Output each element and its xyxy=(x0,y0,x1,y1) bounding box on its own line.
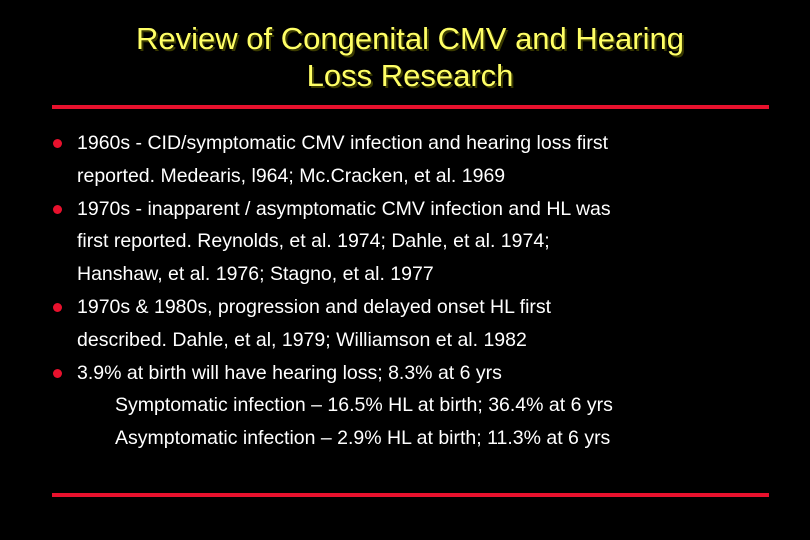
bullet-text-line: reported. Medearis, l964; Mc.Cracken, et al. 1969 xyxy=(77,164,506,187)
slide-title-line-2: Loss Research xyxy=(306,58,514,93)
bullet-subline-asymptomatic: Asymptomatic infection – 2.9% HL at birth; 11.3% at 6 yrs xyxy=(115,427,611,450)
bullet-text-line: 1960s - CID/symptomatic CMV infection and hearing loss first xyxy=(77,132,609,154)
bullet-dot-icon xyxy=(53,369,62,378)
bullet-dot-icon xyxy=(53,303,62,312)
bullet-text-line: 3.9% at birth will have hearing loss; 8.3% at 6 yrs xyxy=(77,361,502,384)
bullet-list xyxy=(50,127,790,455)
bullet-text-line: Hanshaw, et al. 1976; Stagno, et al. 1977 xyxy=(77,263,434,286)
bullet-item-1960s xyxy=(50,127,790,193)
bullet-item-1970s xyxy=(50,193,790,291)
slide-title xyxy=(40,20,780,94)
top-divider xyxy=(52,105,769,109)
bullet-dot-icon xyxy=(53,139,62,148)
bullet-text-line: 1970s & 1980s, progression and delayed onset HL first xyxy=(77,295,552,318)
slide-title-line-1: Review of Congenital CMV and Hearing xyxy=(136,21,684,56)
bullet-text-line: first reported. Reynolds, et al. 1974; Dahle, et al. 1974; xyxy=(77,230,550,253)
bullet-text-line: 1970s - inapparent / asymptomatic CMV infection and HL was xyxy=(77,197,611,220)
bottom-divider xyxy=(52,493,769,497)
bullet-dot-icon xyxy=(53,205,62,214)
bullet-item-prevalence xyxy=(50,357,790,455)
bullet-item-1970s-1980s xyxy=(50,291,790,357)
bullet-text-line: described. Dahle, et al, 1979; Williamson et al. 1982 xyxy=(77,328,527,351)
bullet-subline-symptomatic: Symptomatic infection – 16.5% HL at birth; 36.4% at 6 yrs xyxy=(115,394,613,417)
